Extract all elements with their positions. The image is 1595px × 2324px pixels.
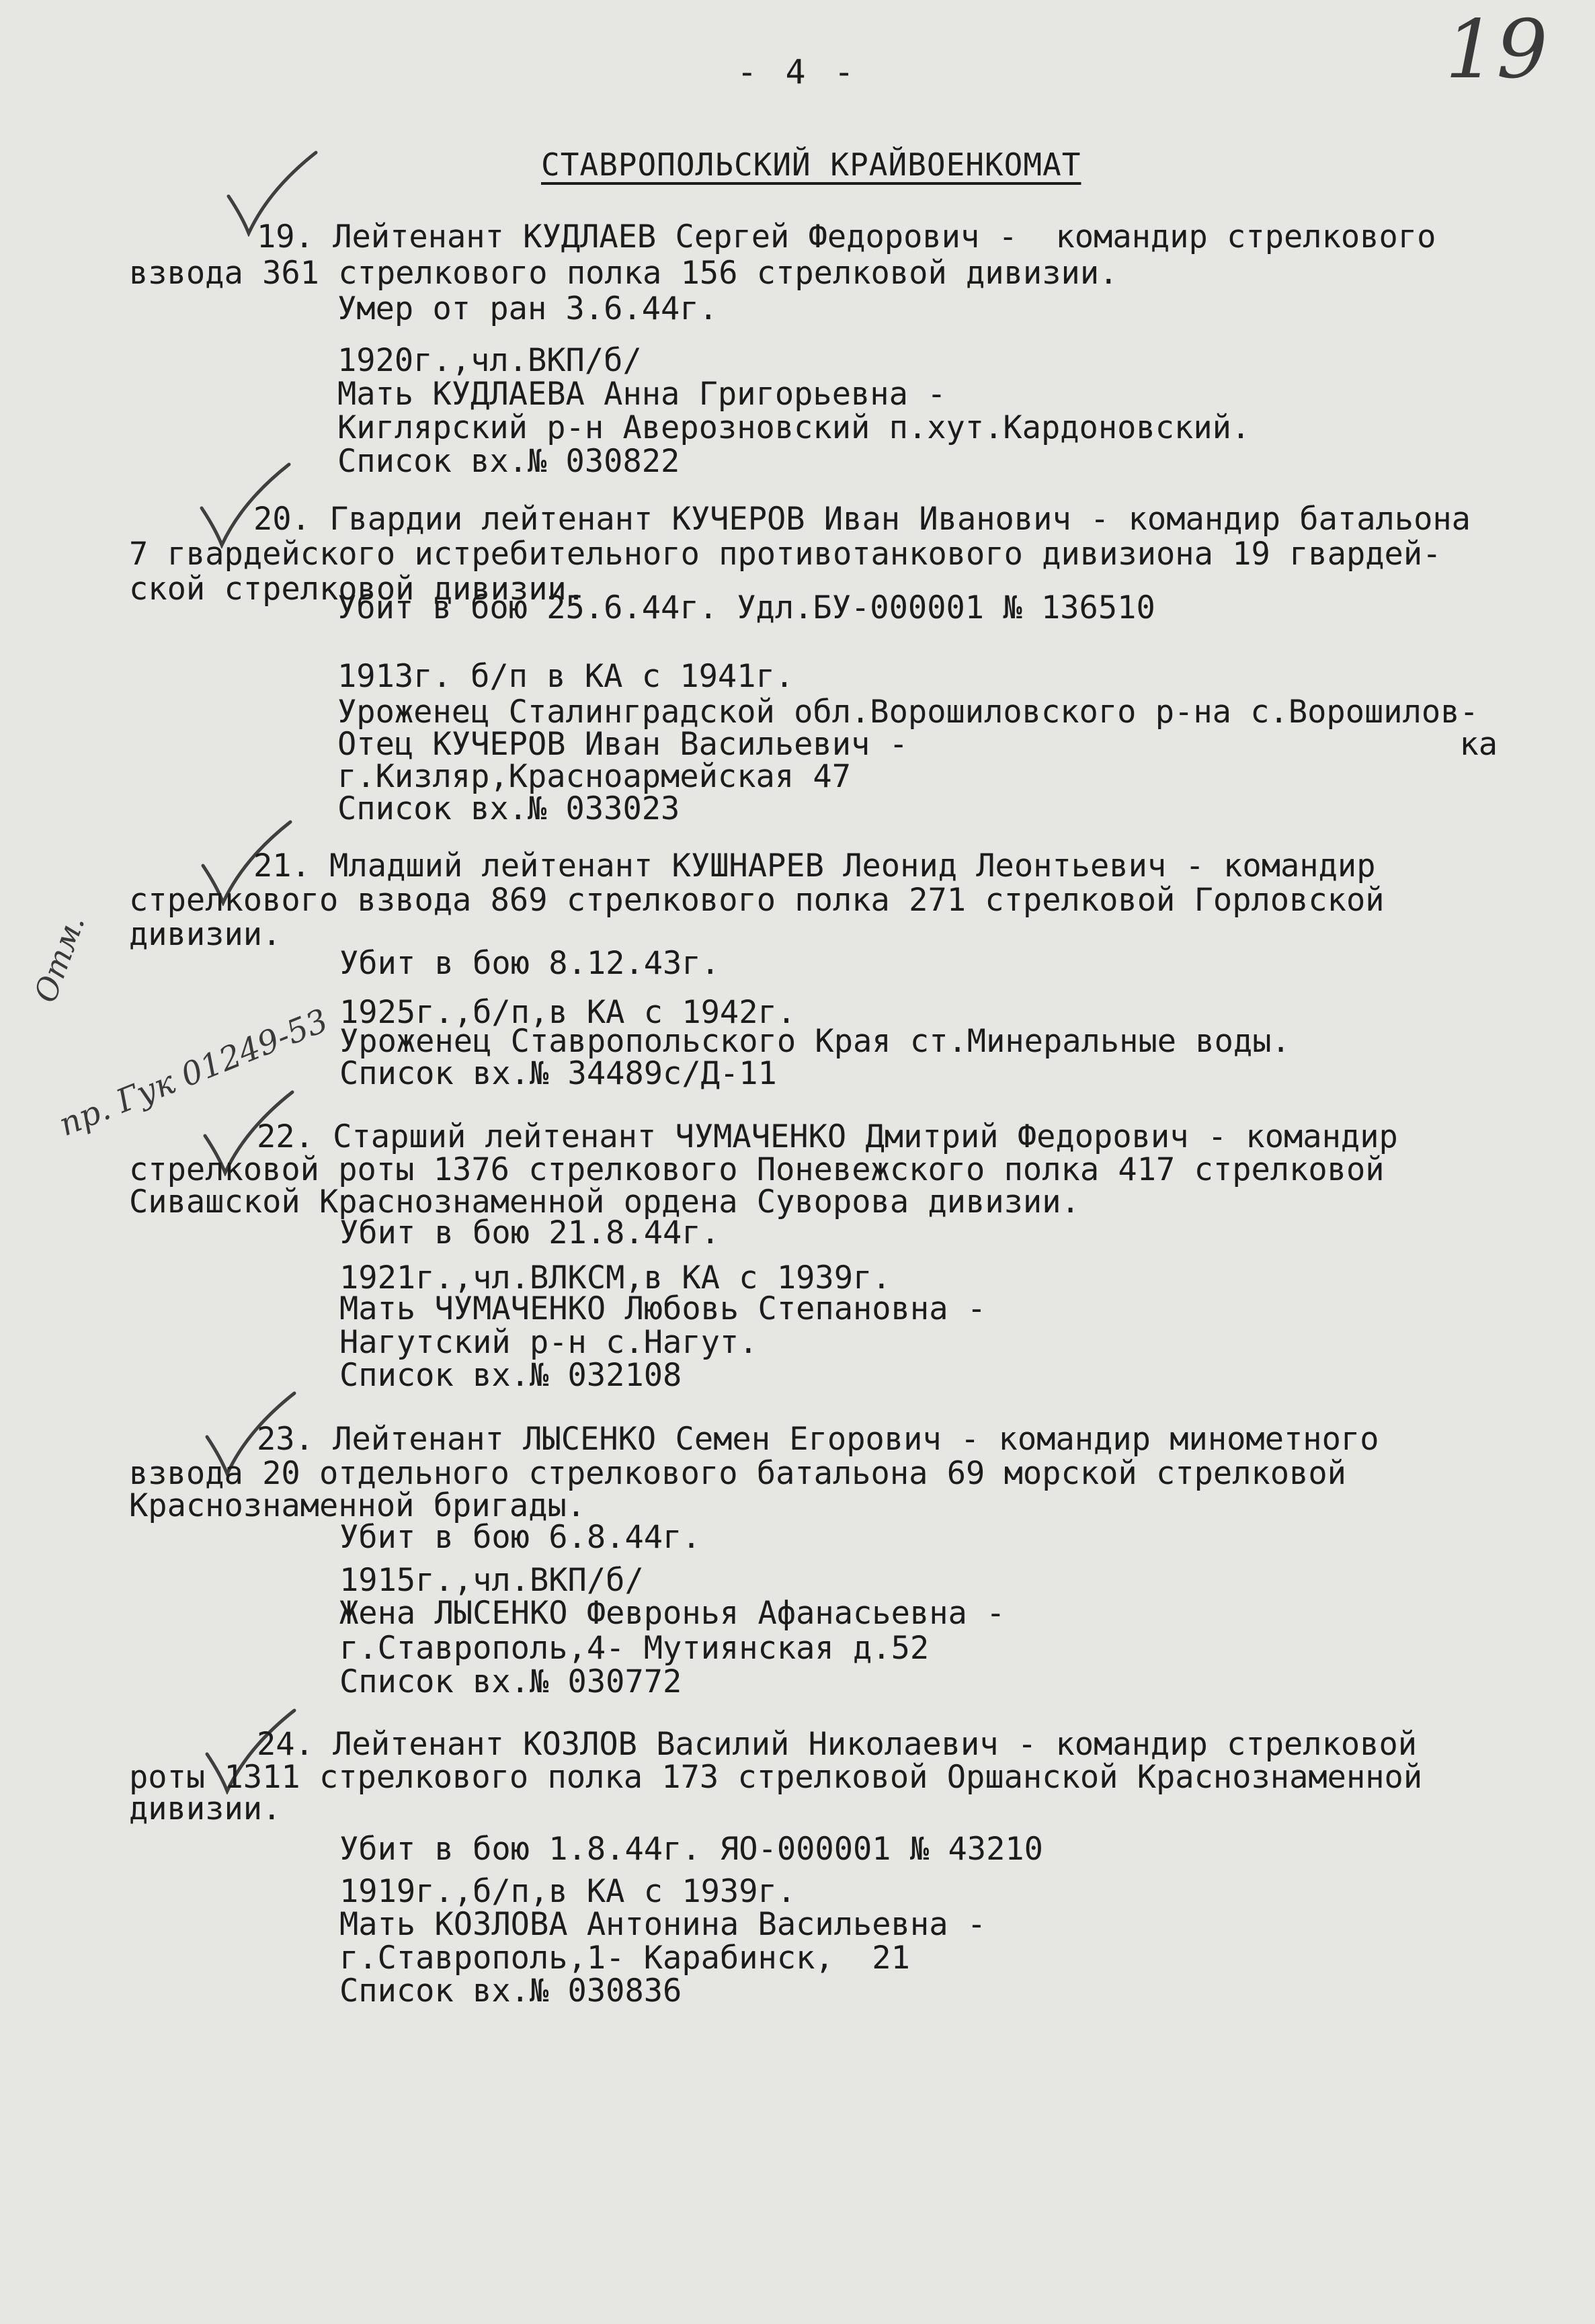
entry-24-line-3: дивизии. bbox=[129, 1790, 282, 1827]
entry-19-detail-3: Киглярский р-н Аверозновский п.хут.Кардоновский. bbox=[337, 409, 1251, 446]
entry-22-detail-3: Нагутский р-н с.Нагут. bbox=[339, 1324, 758, 1361]
entry-22-line-1: 22. Старший лейтенант ЧУМАЧЕНКО Дмитрий Федорович - командир bbox=[257, 1118, 1398, 1155]
page-number: - 4 - bbox=[737, 52, 858, 91]
entry-24-line-1: 24. Лейтенант КОЗЛОВ Василий Николаевич - командир стрелковой bbox=[257, 1726, 1418, 1763]
entry-22-fate: Убит в бою 21.8.44г. bbox=[339, 1214, 720, 1251]
entry-22-detail-2: Мать ЧУМАЧЕНКО Любовь Степановна - bbox=[339, 1290, 987, 1327]
entry-20-line-2: 7 гвардейского истребительного противотанкового дивизиона 19 гвардей- bbox=[129, 536, 1442, 573]
entry-20-detail-5: Список вх.№ 033023 bbox=[337, 790, 680, 827]
entry-24-detail-2: Мать КОЗЛОВА Антонина Васильевна - bbox=[339, 1906, 987, 1943]
entry-19-fate: Умер от ран 3.6.44г. bbox=[337, 290, 718, 327]
entry-22-line-3: Сивашской Краснознаменной ордена Суворова дивизии. bbox=[129, 1184, 1080, 1220]
entry-23-line-2: взвода 20 отдельного стрелкового батальона 69 морской стрелковой bbox=[129, 1455, 1346, 1492]
entry-19-detail-2: Мать КУДЛАЕВА Анна Григорьевна - bbox=[337, 376, 946, 413]
entry-23-line-1: 23. Лейтенант ЛЫСЕНКО Семен Егорович - командир минометного bbox=[257, 1421, 1379, 1458]
entry-22-detail-4: Список вх.№ 032108 bbox=[339, 1357, 682, 1394]
entry-20-detail-1: 1913г. б/п в КА с 1941г. bbox=[337, 658, 794, 695]
entry-19-detail-4: Список вх.№ 030822 bbox=[337, 443, 680, 480]
entry-23-detail-1: 1915г.,чл.ВКП/б/ bbox=[339, 1562, 644, 1599]
entry-22-line-2: стрелковой роты 1376 стрелкового Поневежского полка 417 стрелковой bbox=[129, 1151, 1385, 1188]
entry-19-line-1: 19. Лейтенант КУДЛАЕВ Сергей Федорович - командир стрелкового bbox=[257, 218, 1436, 255]
entry-19-detail-1: 1920г.,чл.ВКП/б/ bbox=[337, 342, 642, 379]
entry-24-detail-1: 1919г.,б/п,в КА с 1939г. bbox=[339, 1873, 796, 1910]
entry-23-detail-4: Список вх.№ 030772 bbox=[339, 1663, 682, 1700]
entry-20-line-3: ской стрелковой дивизии. bbox=[129, 571, 586, 608]
corner-handwritten-note: 19 bbox=[1445, 3, 1548, 97]
entry-21-detail-2: Уроженец Ставропольского Края ст.Минеральные воды. bbox=[339, 1023, 1291, 1060]
entry-21-line-1: 21. Младший лейтенант КУШНАРЕВ Леонид Леонтьевич - командир bbox=[253, 847, 1376, 884]
entry-22-detail-1: 1921г.,чл.ВЛКСМ,в КА с 1939г. bbox=[339, 1259, 891, 1296]
entry-23-fate: Убит в бою 6.8.44г. bbox=[339, 1519, 701, 1556]
entry-24-fate: Убит в бою 1.8.44г. ЯО-000001 № 43210 bbox=[339, 1831, 1043, 1868]
entry-21-detail-1: 1925г.,б/п,в КА с 1942г. bbox=[339, 994, 796, 1031]
entry-21-fate: Убит в бою 8.12.43г. bbox=[339, 945, 720, 982]
entry-19-line-2: взвода 361 стрелкового полка 156 стрелковой дивизии. bbox=[129, 255, 1118, 292]
entry-20-line-1: 20. Гвардии лейтенант КУЧЕРОВ Иван Иванович - командир батальона bbox=[253, 501, 1471, 538]
entry-21-line-3: дивизии. bbox=[129, 916, 282, 953]
entry-21-detail-3: Список вх.№ 34489с/Д-11 bbox=[339, 1055, 777, 1092]
entry-24-detail-4: Список вх.№ 030836 bbox=[339, 1973, 682, 2009]
entry-21-line-2: стрелкового взвода 869 стрелкового полка 271 стрелковой Горловской bbox=[129, 882, 1385, 919]
entry-20-detail-2: Уроженец Сталинградской обл.Ворошиловского р-на с.Ворошилов- bbox=[337, 694, 1479, 731]
entry-20-detail-3: Отец КУЧЕРОВ Иван Васильевич - ка bbox=[337, 726, 1498, 763]
entry-20-detail-4: г.Кизляр,Красноармейская 47 bbox=[337, 758, 852, 795]
entry-23-detail-3: г.Ставрополь,4- Мутиянская д.52 bbox=[339, 1630, 930, 1667]
margin-note-line-1: Отм. bbox=[27, 909, 92, 1007]
entry-24-detail-3: г.Ставрополь,1- Карабинск, 21 bbox=[339, 1940, 910, 1977]
margin-note-line-2: пр. Гук 01249-53 bbox=[54, 1001, 333, 1144]
entry-23-line-3: Краснознаменной бригады. bbox=[129, 1487, 586, 1524]
entry-24-line-2: роты 1311 стрелкового полка 173 стрелковой Оршанской Краснознаменной bbox=[129, 1759, 1423, 1796]
entry-20-fate: Убит в бою 25.6.44г. Удл.БУ-000001 № 136510 bbox=[337, 589, 1155, 626]
entry-23-detail-2: Жена ЛЫСЕНКО Февронья Афанасьевна - bbox=[339, 1595, 1006, 1632]
page-title: СТАВРОПОЛЬСКИЙ КРАЙВОЕНКОМАТ bbox=[541, 147, 1081, 183]
